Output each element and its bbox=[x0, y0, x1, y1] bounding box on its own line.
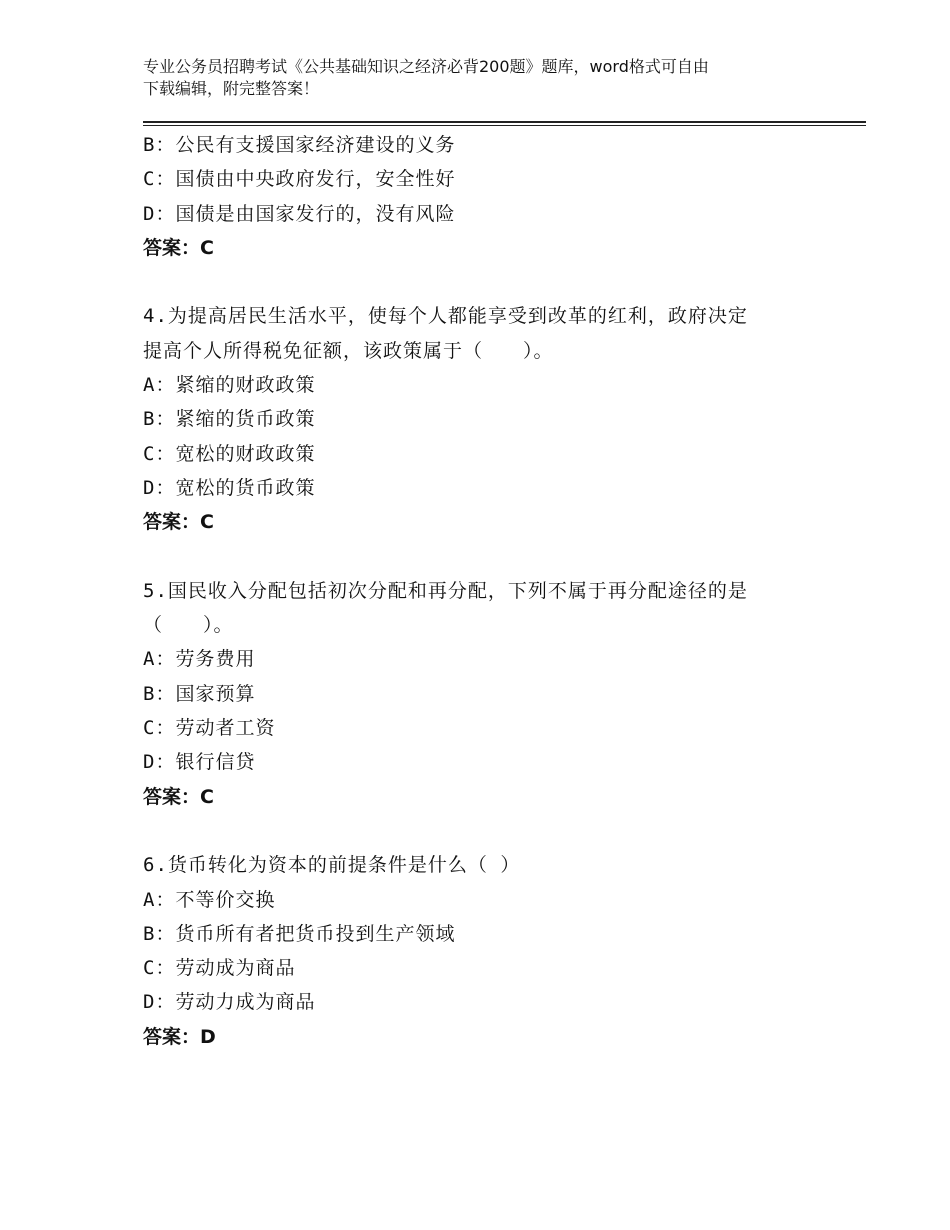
option-b: B：货币所有者把货币投到生产领域 bbox=[143, 922, 456, 945]
option-c: C：宽松的财政政策 bbox=[143, 442, 316, 465]
question-stem: 6.货币转化为资本的前提条件是什么（ ） bbox=[143, 854, 521, 877]
answer-label: 答案：D bbox=[143, 1025, 216, 1048]
option-d: D：宽松的货币政策 bbox=[143, 476, 316, 499]
option-d: D：劳动力成为商品 bbox=[143, 991, 316, 1014]
option-c: C：劳动者工资 bbox=[143, 717, 276, 740]
question-3-continued bbox=[143, 128, 843, 265]
header-divider-thin bbox=[143, 125, 866, 126]
document-header bbox=[143, 56, 823, 100]
option-d: D：银行信贷 bbox=[143, 751, 256, 774]
question-list bbox=[143, 128, 843, 1054]
answer-label: 答案：C bbox=[143, 785, 214, 808]
option-c: C：劳动成为商品 bbox=[143, 957, 296, 980]
option-c: C：国债由中央政府发行，安全性好 bbox=[143, 168, 456, 191]
answer-label: 答案：C bbox=[143, 236, 214, 259]
question-stem: 提高个人所得税免征额，该政策属于（ ）。 bbox=[143, 339, 554, 362]
question-stem: 4.为提高居民生活水平，使每个人都能享受到改革的红利，政府决定 bbox=[143, 305, 748, 328]
option-d: D：国债是由国家发行的，没有风险 bbox=[143, 202, 456, 225]
question-stem: （ ）。 bbox=[143, 614, 234, 637]
option-b: B：公民有支援国家经济建设的义务 bbox=[143, 134, 456, 156]
question-5 bbox=[143, 574, 843, 814]
option-a: A：不等价交换 bbox=[143, 888, 276, 911]
answer-label: 答案：C bbox=[143, 511, 214, 534]
header-divider-thick bbox=[143, 121, 866, 123]
header-line-1: 专业公务员招聘考试《公共基础知识之经济必背200题》题库，word格式可自由 bbox=[143, 57, 709, 76]
question-stem: 5.国民收入分配包括初次分配和再分配，下列不属于再分配途径的是 bbox=[143, 579, 748, 602]
option-b: B：国家预算 bbox=[143, 682, 256, 705]
question-4 bbox=[143, 299, 843, 539]
option-a: A：劳务费用 bbox=[143, 648, 256, 671]
option-b: B：紧缩的货币政策 bbox=[143, 408, 316, 431]
question-6 bbox=[143, 848, 843, 1054]
header-line-2: 下载编辑，附完整答案！ bbox=[143, 79, 320, 98]
option-a: A：紧缩的财政政策 bbox=[143, 374, 316, 397]
